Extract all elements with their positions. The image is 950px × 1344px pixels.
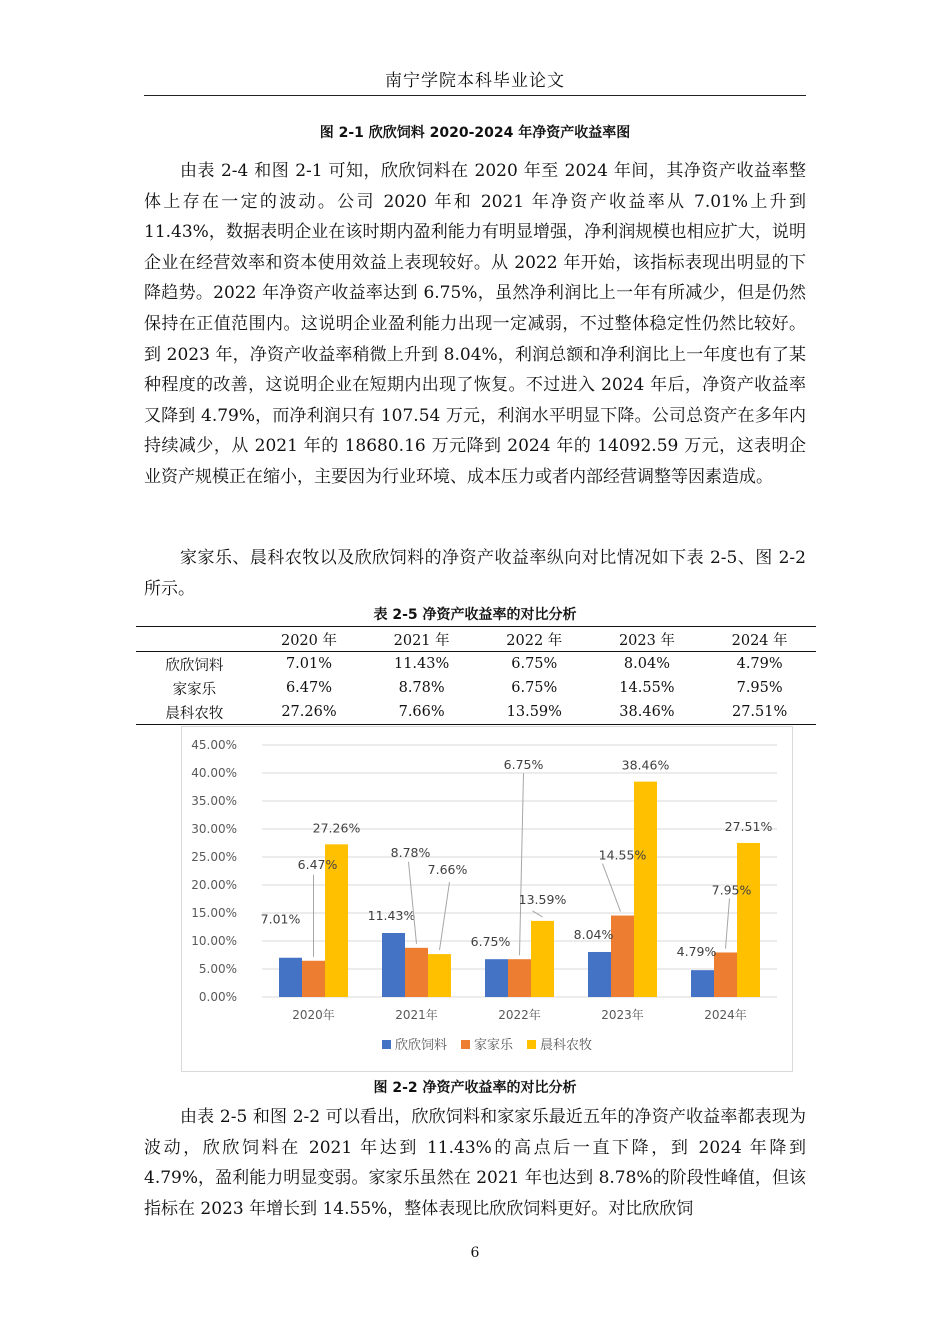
bar <box>714 952 737 997</box>
bar <box>611 916 634 997</box>
data-label: 6.75% <box>470 934 511 950</box>
table-2-5-caption: 表 2-5 净资产收益率的对比分析 <box>373 607 577 623</box>
data-label: 27.51% <box>724 818 773 834</box>
legend-label: 家家乐 <box>474 1038 514 1053</box>
table-header-cell: 2020 年 <box>253 627 366 652</box>
legend-swatch <box>461 1040 470 1049</box>
y-tick-label: 10.00% <box>191 934 237 948</box>
x-tick-label: 2021年 <box>395 1008 438 1022</box>
page-number: 6 <box>470 1245 480 1261</box>
table-header-cell: 2024 年 <box>703 627 816 652</box>
data-label: 6.75% <box>503 757 544 773</box>
y-tick-label: 15.00% <box>191 906 237 920</box>
data-label: 7.95% <box>711 882 752 898</box>
x-tick-label: 2020年 <box>292 1008 335 1022</box>
y-tick-label: 40.00% <box>191 766 237 780</box>
bar <box>588 952 611 997</box>
table-header-cell: 2022 年 <box>478 627 591 652</box>
data-label: 13.59% <box>518 891 567 907</box>
data-label-leader <box>533 911 543 917</box>
legend-swatch <box>527 1040 536 1049</box>
x-tick-label: 2022年 <box>498 1008 541 1022</box>
table-cell: 8.78% <box>398 680 445 696</box>
table-cell: 7.66% <box>365 700 478 725</box>
table-row <box>136 652 816 677</box>
legend-swatch <box>382 1040 391 1049</box>
table-cell: 7.95% <box>736 680 783 696</box>
legend-label: 欣欣饲料 <box>395 1038 448 1053</box>
data-label-leader <box>603 864 621 912</box>
bar <box>737 843 760 997</box>
table-row <box>136 700 816 725</box>
table-row-label: 欣欣饲料 <box>165 657 224 674</box>
table-cell: 6.75% <box>511 656 558 672</box>
bar <box>485 959 508 997</box>
y-tick-label: 30.00% <box>191 822 237 836</box>
data-label: 11.43% <box>367 907 416 923</box>
y-tick-label: 0.00% <box>198 990 237 1004</box>
data-label: 8.78% <box>390 844 431 860</box>
bar <box>691 970 714 997</box>
paragraph-2: 家家乐、晨科农牧以及欣欣饲料的净资产收益率纵向对比情况如下表 2-5、图 2-2 所示。 <box>144 548 806 599</box>
table-cell: 13.59% <box>478 700 591 725</box>
data-label: 6.47% <box>297 856 338 872</box>
bar <box>634 782 657 997</box>
bar <box>405 948 428 997</box>
bar <box>508 959 531 997</box>
table-header-cell: 2021 年 <box>365 627 478 652</box>
bar <box>302 961 325 997</box>
data-label: 14.55% <box>598 847 647 863</box>
table-cell: 4.79% <box>736 656 783 672</box>
data-label: 7.01% <box>260 911 301 927</box>
table-cell: 6.47% <box>285 680 333 696</box>
table-cell: 7.01% <box>285 656 333 672</box>
figure-2-2-caption: 图 2-2 净资产收益率的对比分析 <box>373 1080 577 1096</box>
data-label: 4.79% <box>676 944 717 960</box>
table-row-label: 晨科农牧 <box>136 700 253 725</box>
bar <box>531 921 554 997</box>
table-cell: 14.55% <box>619 680 675 696</box>
roe-comparison-table <box>136 626 816 725</box>
y-tick-label: 20.00% <box>191 878 237 892</box>
y-tick-label: 25.00% <box>191 850 237 864</box>
table-header-row <box>136 627 816 652</box>
bar <box>279 958 302 997</box>
table-cell: 27.26% <box>253 700 366 725</box>
paragraph-3: 由表 2-5 和图 2-2 可以看出，欣欣饲料和家家乐最近五年的净资产收益率都表现为波动，欣欣饲料在 2021 年达到 11.43%的高点后一直下降，到 2024 年降到 4.79%，盈利能力明显变弱。家家乐虽然在 2021 年也达到 8.78%的阶段性峰值，但该指标在 2023 年增长到 14.55%，整体表现比欣欣饲料更好。对比欣欣饲 <box>144 1107 806 1219</box>
table-header-cell <box>136 627 253 652</box>
data-label-leader <box>440 882 450 950</box>
data-label: 8.04% <box>573 926 614 942</box>
data-label: 38.46% <box>621 757 670 773</box>
table-cell: 38.46% <box>591 700 704 725</box>
data-label: 7.66% <box>427 862 468 878</box>
y-tick-label: 5.00% <box>198 962 237 976</box>
page-header: 南宁学院本科毕业论文 <box>385 71 565 91</box>
table-row <box>136 676 816 700</box>
y-tick-label: 45.00% <box>191 738 237 752</box>
chart-canvas <box>182 727 792 1071</box>
data-label-leader <box>409 862 417 944</box>
bar <box>428 954 451 997</box>
data-label: 27.26% <box>312 820 361 836</box>
roe-bar-chart <box>181 726 793 1072</box>
x-tick-label: 2023年 <box>601 1008 644 1022</box>
header-rule <box>144 95 806 96</box>
table-row-label: 家家乐 <box>172 681 217 698</box>
paragraph-1: 由表 2-4 和图 2-1 可知，欣欣饲料在 2020 年至 2024 年间，其净资产收益率整体上存在一定的波动。公司 2020 年和 2021 年净资产收益率从 7.01%上升到 11.43%，数据表明企业在该时期内盈利能力有明显增强，净利润规模也相应扩大，说明企业在经营效率和资本使用效益上表现较好。从 2022 年开始，该指标表现出明显的下降趋势。2022 年净资产收益率达到 6.75%，虽然净利润比上一年有所减少，但是仍然保持在正值范围内。这说明企业盈利能力出现一定减弱，不过整体稳定性仍然比较好。到 2023 年，净资产收益率稍微上升到 8.04%，利润总额和净利润比上一年度也有了某种程度的改善，这说明企业在短期内出现了恢复。不过进入 2024 年后，净资产收益率又降到 4.79%，而净利润只有 107.54 万元，利润水平明显下降。公司总资产在多年内持续减少，从 2021 年的 18680.16 万元降到 2024 年的 14092.59 万元，这表明企业资产规模正在缩小，主要因为行业环境、成本压力或者内部经营调整等因素造成。 <box>144 161 806 487</box>
x-tick-label: 2024年 <box>704 1008 747 1022</box>
y-tick-label: 35.00% <box>191 794 237 808</box>
table-cell: 11.43% <box>393 656 450 672</box>
table-cell: 6.75% <box>511 680 558 696</box>
table-cell: 8.04% <box>623 656 670 672</box>
legend-label: 晨科农牧 <box>540 1038 593 1053</box>
table-cell: 27.51% <box>703 700 816 725</box>
figure-2-1-caption: 图 2-1 欣欣饲料 2020-2024 年净资产收益率图 <box>319 125 631 141</box>
bar <box>382 933 405 997</box>
table-header-cell: 2023 年 <box>591 627 704 652</box>
